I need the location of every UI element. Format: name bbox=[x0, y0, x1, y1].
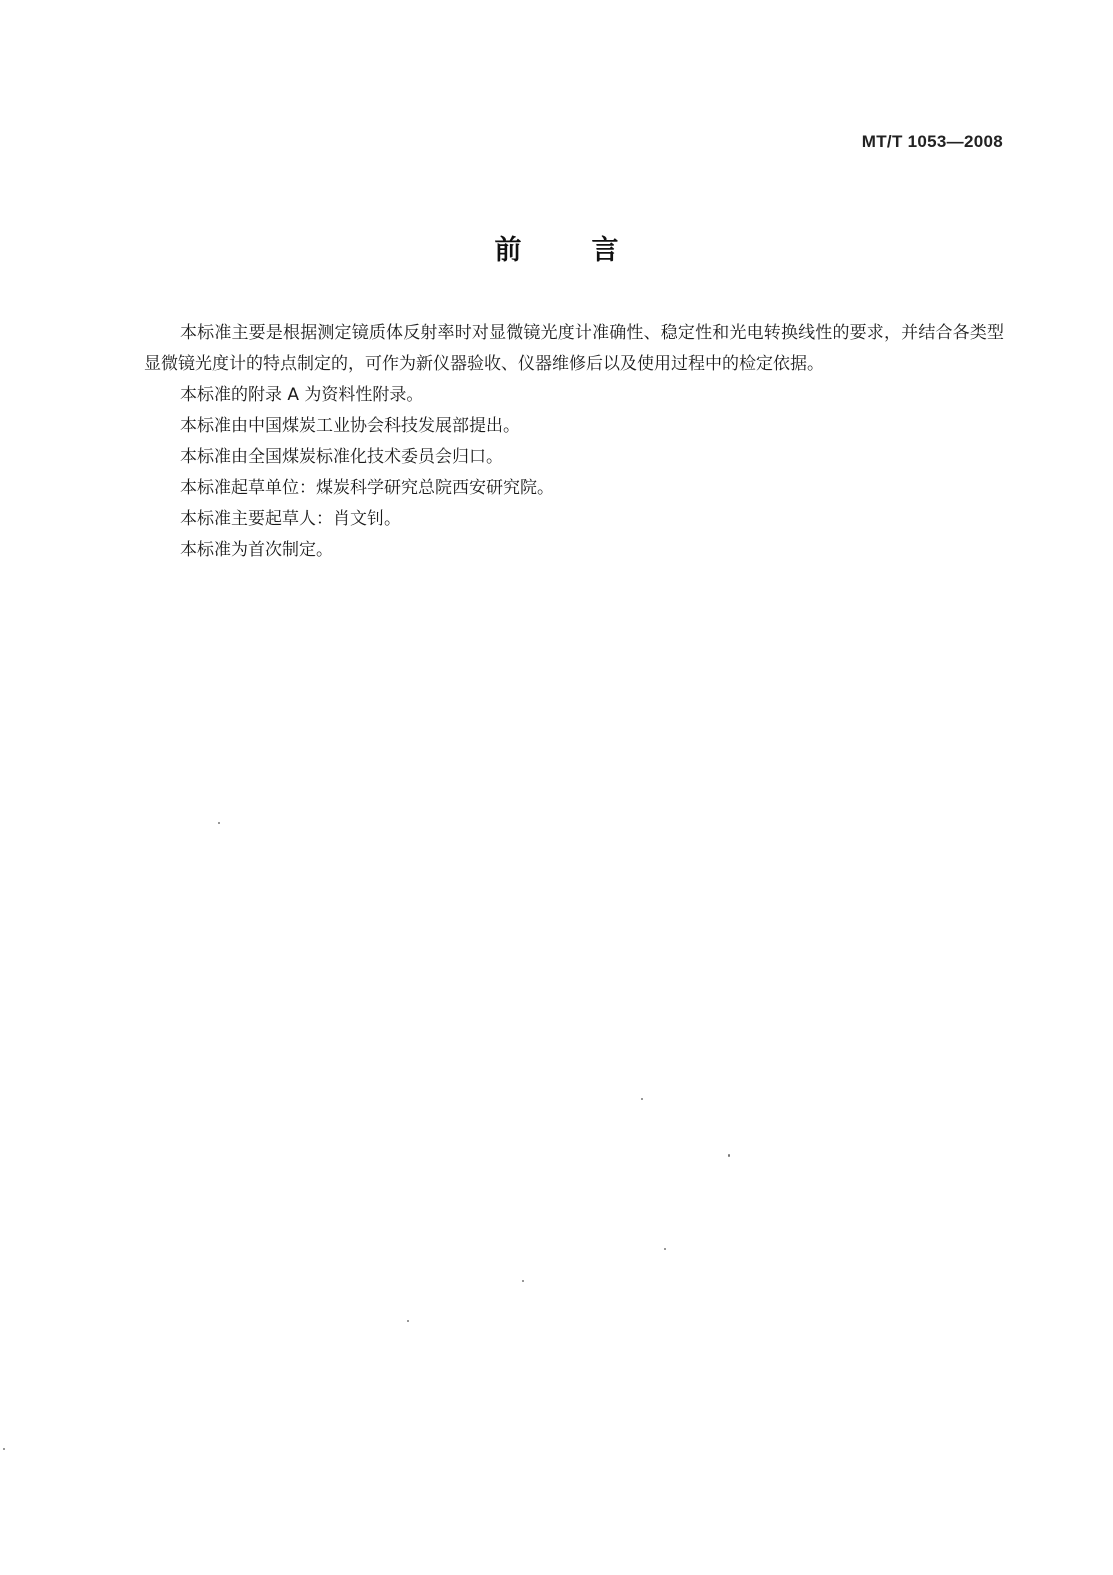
scan-speck bbox=[664, 1248, 666, 1250]
standard-number: MT/T 1053—2008 bbox=[861, 132, 1003, 151]
paragraph-drafter: 本标准主要起草人：肖文钊。 bbox=[180, 509, 401, 529]
scan-speck bbox=[407, 1320, 409, 1322]
paragraph-proposer: 本标准由中国煤炭工业协会科技发展部提出。 bbox=[180, 416, 520, 436]
scan-speck bbox=[728, 1154, 730, 1157]
scan-speck bbox=[522, 1280, 524, 1282]
title-char-1: 前 bbox=[494, 235, 522, 266]
paragraph-drafting-unit: 本标准起草单位：煤炭科学研究总院西安研究院。 bbox=[180, 478, 554, 498]
scan-speck bbox=[641, 1098, 643, 1100]
scan-speck bbox=[3, 1448, 5, 1450]
scan-speck bbox=[218, 822, 220, 824]
title-char-2: 言 bbox=[591, 235, 619, 266]
page-title bbox=[0, 228, 1113, 267]
paragraph-appendix: 本标准的附录 A 为资料性附录。 bbox=[180, 385, 424, 405]
paragraph-first-edition: 本标准为首次制定。 bbox=[180, 540, 333, 560]
paragraph-committee: 本标准由全国煤炭标准化技术委员会归口。 bbox=[180, 447, 503, 467]
paragraph-purpose: 本标准主要是根据测定镜质体反射率时对显微镜光度计准确性、稳定性和光电转换线性的要求，并结合各类型显微镜光度计的特点制定的，可作为新仪器验收、仪器维修后以及使用过程中的检定依据。 bbox=[144, 323, 1004, 374]
foreword-body bbox=[144, 318, 1004, 566]
